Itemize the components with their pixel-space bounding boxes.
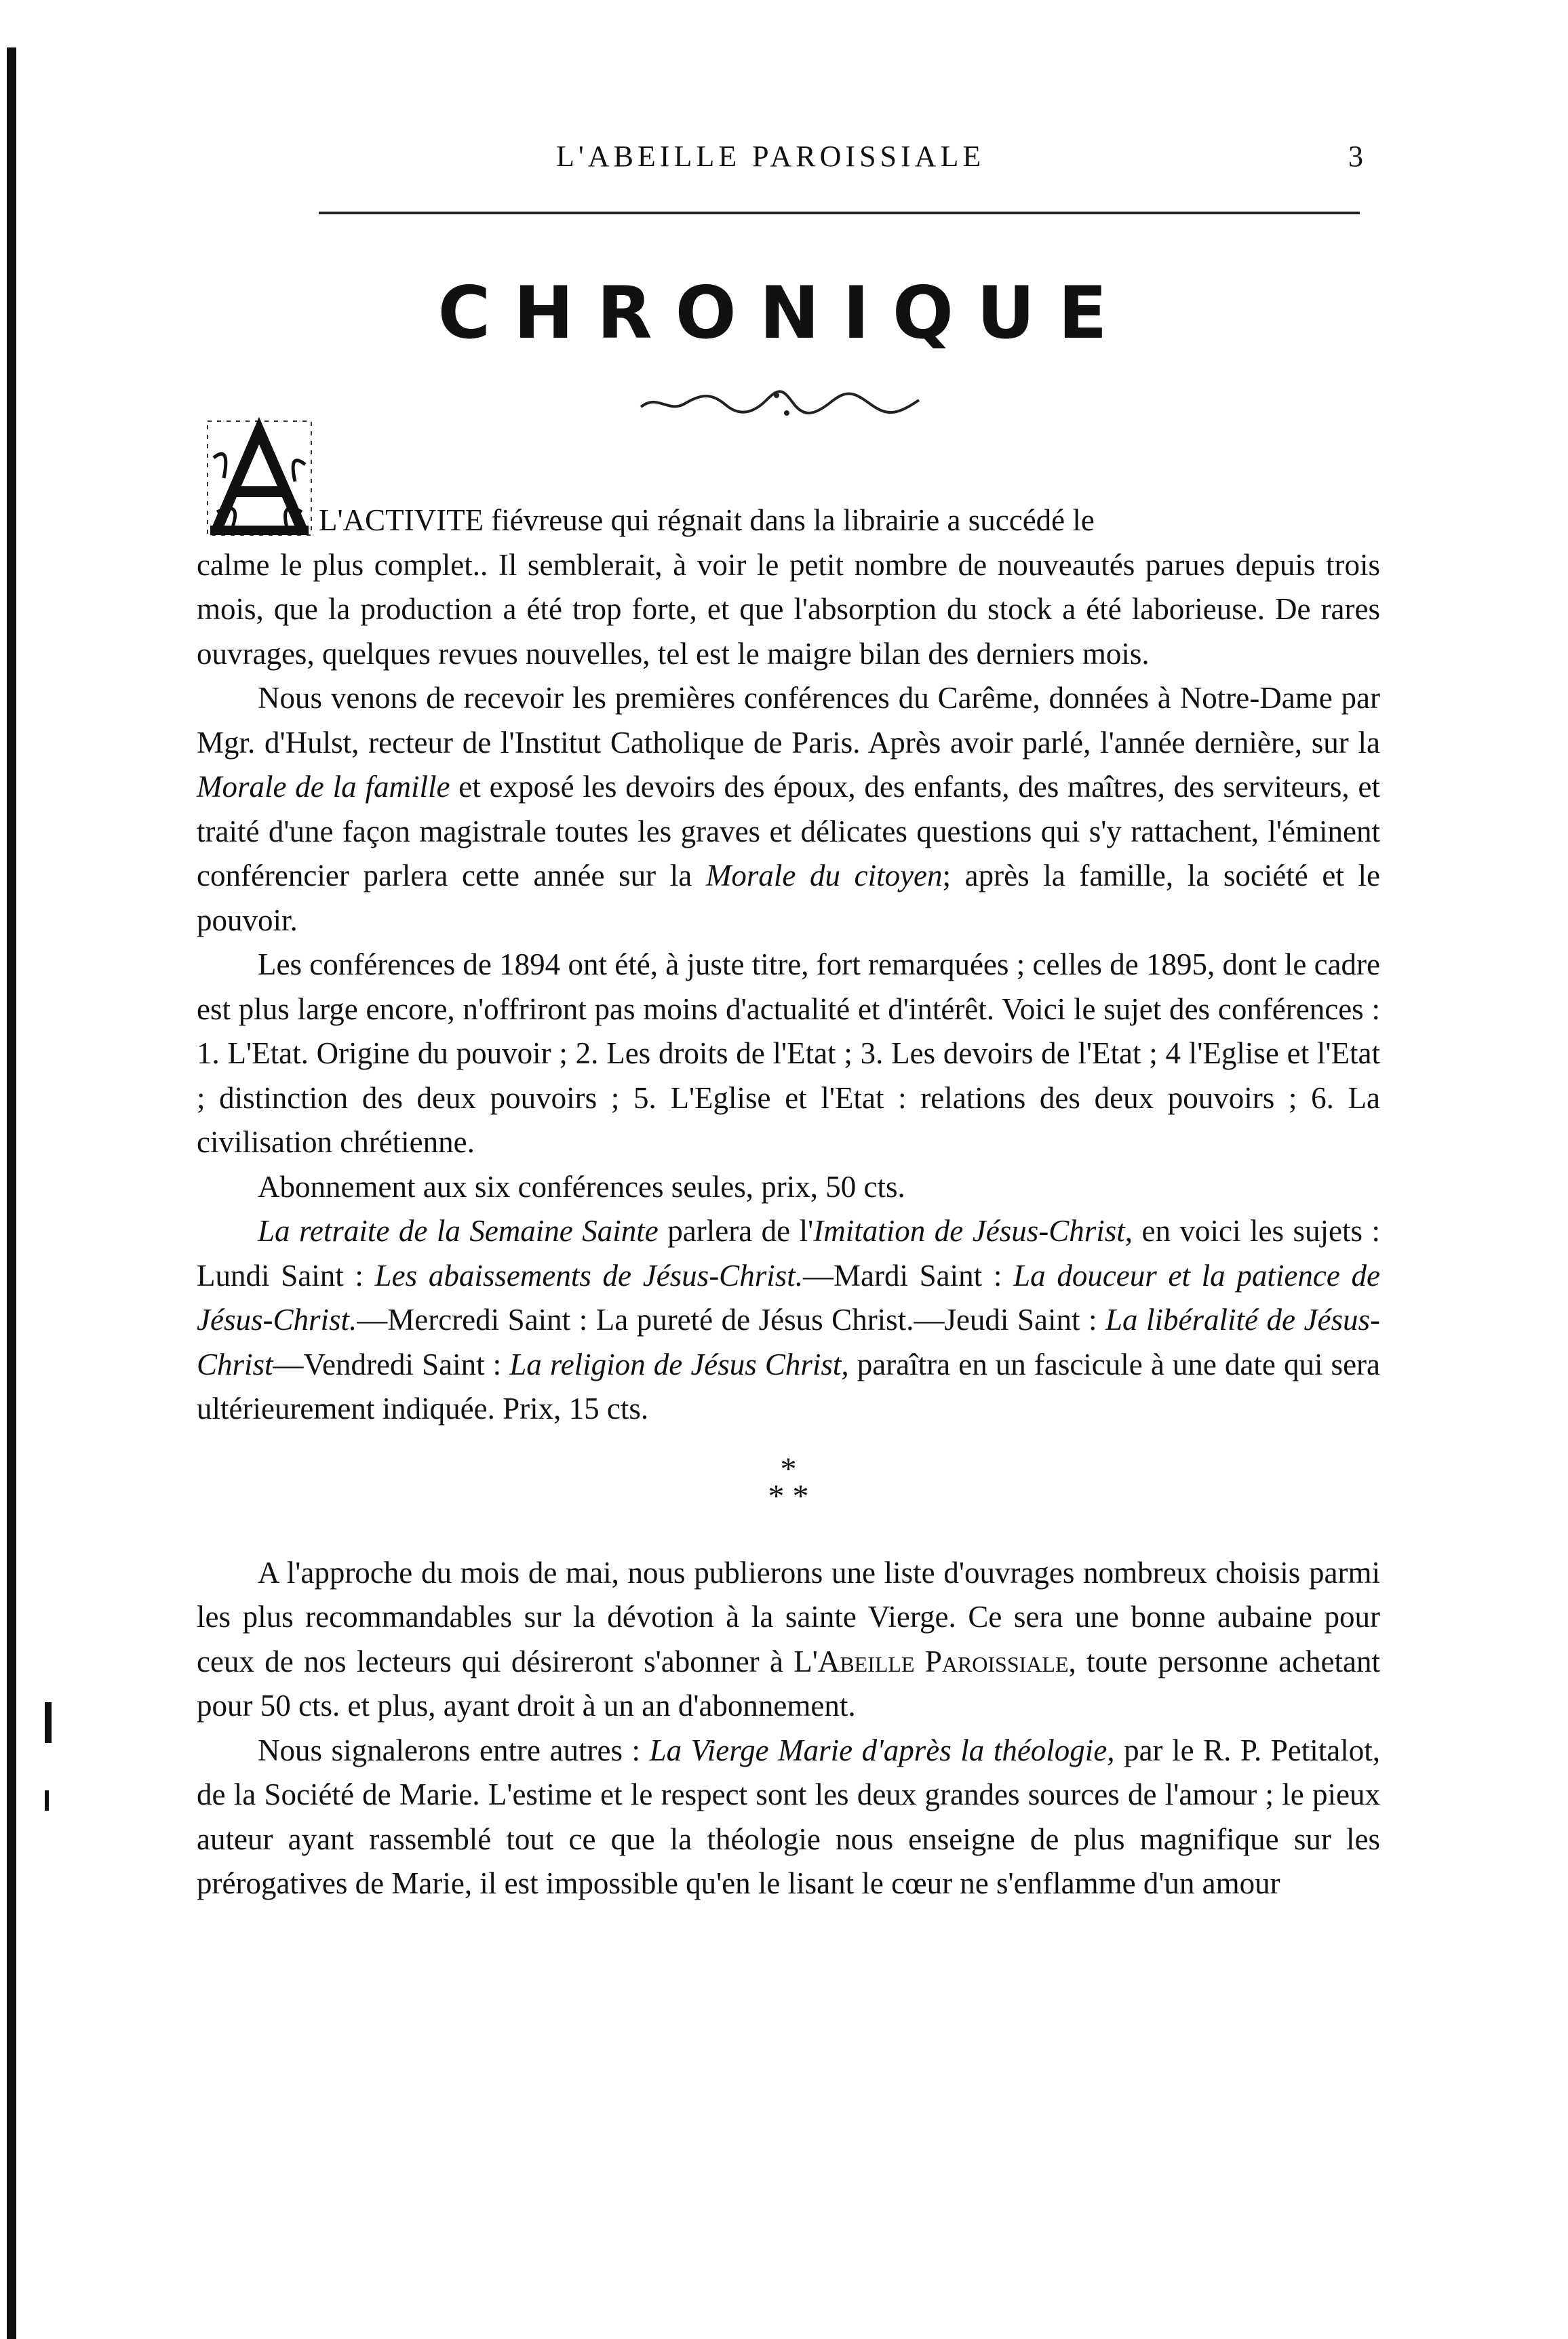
book-title: La retraite de la Semaine Sainte [258, 1214, 659, 1248]
section-asterism: * * * [768, 1451, 809, 1514]
margin-mark [45, 1790, 49, 1811]
page-left-edge-rule [7, 47, 16, 2339]
page-number: 3 [1348, 140, 1363, 173]
book-title: La Vierge Marie d'après la théologie, [649, 1733, 1115, 1767]
paragraph-3: Les conférences de 1894 ont été, à juste titre, fort remarquées ; celles de 1895, dont le cadre est plus large encore, n'offriront pas moins d'actualité et d'intérêt. Voici le sujet des conférences : 1. L'Etat. Origine du pouvoir ; 2. Les droits de l'Etat ; 3. Les devoirs de l'Etat ; 4 l'Eglise et l'Etat ; distinction des deux pouvoirs ; 5. L'Eglise et l'Etat : relations des deux pouvoirs ; 6. La civilisation chrétienne. [197, 947, 1380, 1159]
book-title: La douceur et la patience de Jésus-Christ. [197, 1258, 1380, 1337]
paragraph-4: Abonnement aux six conférences seules, prix, 50 cts. [258, 1169, 905, 1204]
header-rule [319, 212, 1360, 214]
margin-mark [45, 1702, 52, 1743]
title-ornament [638, 383, 922, 424]
article-title: CHRONIQUE [437, 271, 1131, 355]
book-title: Les abaissements de Jésus-Christ. [374, 1258, 803, 1293]
paragraph-6: A l'approche du mois de mai, nous publierons une liste d'ouvrages nombreux choisis parmi les plus recommandables sur la dévotion à la sainte Vierge. Ce sera une bonne aubaine pour ceux de nos lecteurs qui désireront s'abonner à L'Abeille Paroissiale, toute personne achetant pour 50 cts. et plus, ayant droit à un an d'abonnement. [197, 1555, 1380, 1723]
paragraph-2: Nous venons de recevoir les premières conférences du Carême, données à Notre-Dame par Mgr. d'Hulst, recteur de l'Institut Catholique de Paris. Après avoir parlé, l'année dernière, sur la Morale de la famille et exposé les devoirs des époux, des enfants, des maîtres, des serviteurs, et traité d'une façon magistrale toutes les graves et délicates questions qui s'y rattachent, l'éminent conférencier parlera cette année sur la Morale du citoyen; après la famille, la société et le pouvoir. [197, 681, 1380, 937]
book-title: La religion de Jésus Christ, [509, 1347, 849, 1381]
paragraph-5: La retraite de la Semaine Sainte parlera de l'Imitation de Jésus-Christ, en voici les sujets : Lundi Saint : Les abaissements de Jésus-Christ.—Mardi Saint : La douceur et la patience de Jésus-Christ.—Mercredi Saint : La pureté de Jésus Christ.—Jeudi Saint : La libéralité de Jésus-Christ—Vendredi Saint : La religion de Jésus Christ, paraîtra en un fascicule à une date qui sera ultérieurement indiquée. Prix, 15 cts. [197, 1214, 1381, 1426]
paragraph-1: calme le plus complet.. Il semblerait, à voir le petit nombre de nouveautés parues depuis trois mois, que la production a été trop forte, et que l'absorption du stock a été laborieuse. De rares ouvrages, quelques revues nouvelles, tel est le maigre bilan des derniers mois. [197, 547, 1380, 671]
book-title: Imitation de Jésus-Christ [813, 1214, 1125, 1248]
book-title: Morale du citoyen [705, 859, 943, 892]
book-title: Morale de la famille [197, 770, 450, 804]
journal-name: L'Abeille Paroissiale, [793, 1644, 1076, 1678]
article-body [197, 498, 1380, 1906]
paragraph-7: Nous signalerons entre autres : La Vierge Marie d'après la théologie, par le R. P. Petitalot, de la Société de Marie. L'estime et le respect sont les deux grandes sources de l'amour ; le pieux auteur ayant rassemblé tout ce que la théologie nous enseigne de plus magnifique sur les prérogatives de Marie, il est impossible qu'en le lisant le cœur ne s'enflamme d'un amour [197, 1733, 1380, 1900]
running-title: L'ABEILLE PAROISSIALE [556, 140, 985, 173]
paragraph-1-lead: L'ACTIVITE fiévreuse qui régnait dans la librairie a succédé le [319, 503, 1095, 537]
book-title: La libéralité de Jésus-Christ [197, 1303, 1380, 1381]
